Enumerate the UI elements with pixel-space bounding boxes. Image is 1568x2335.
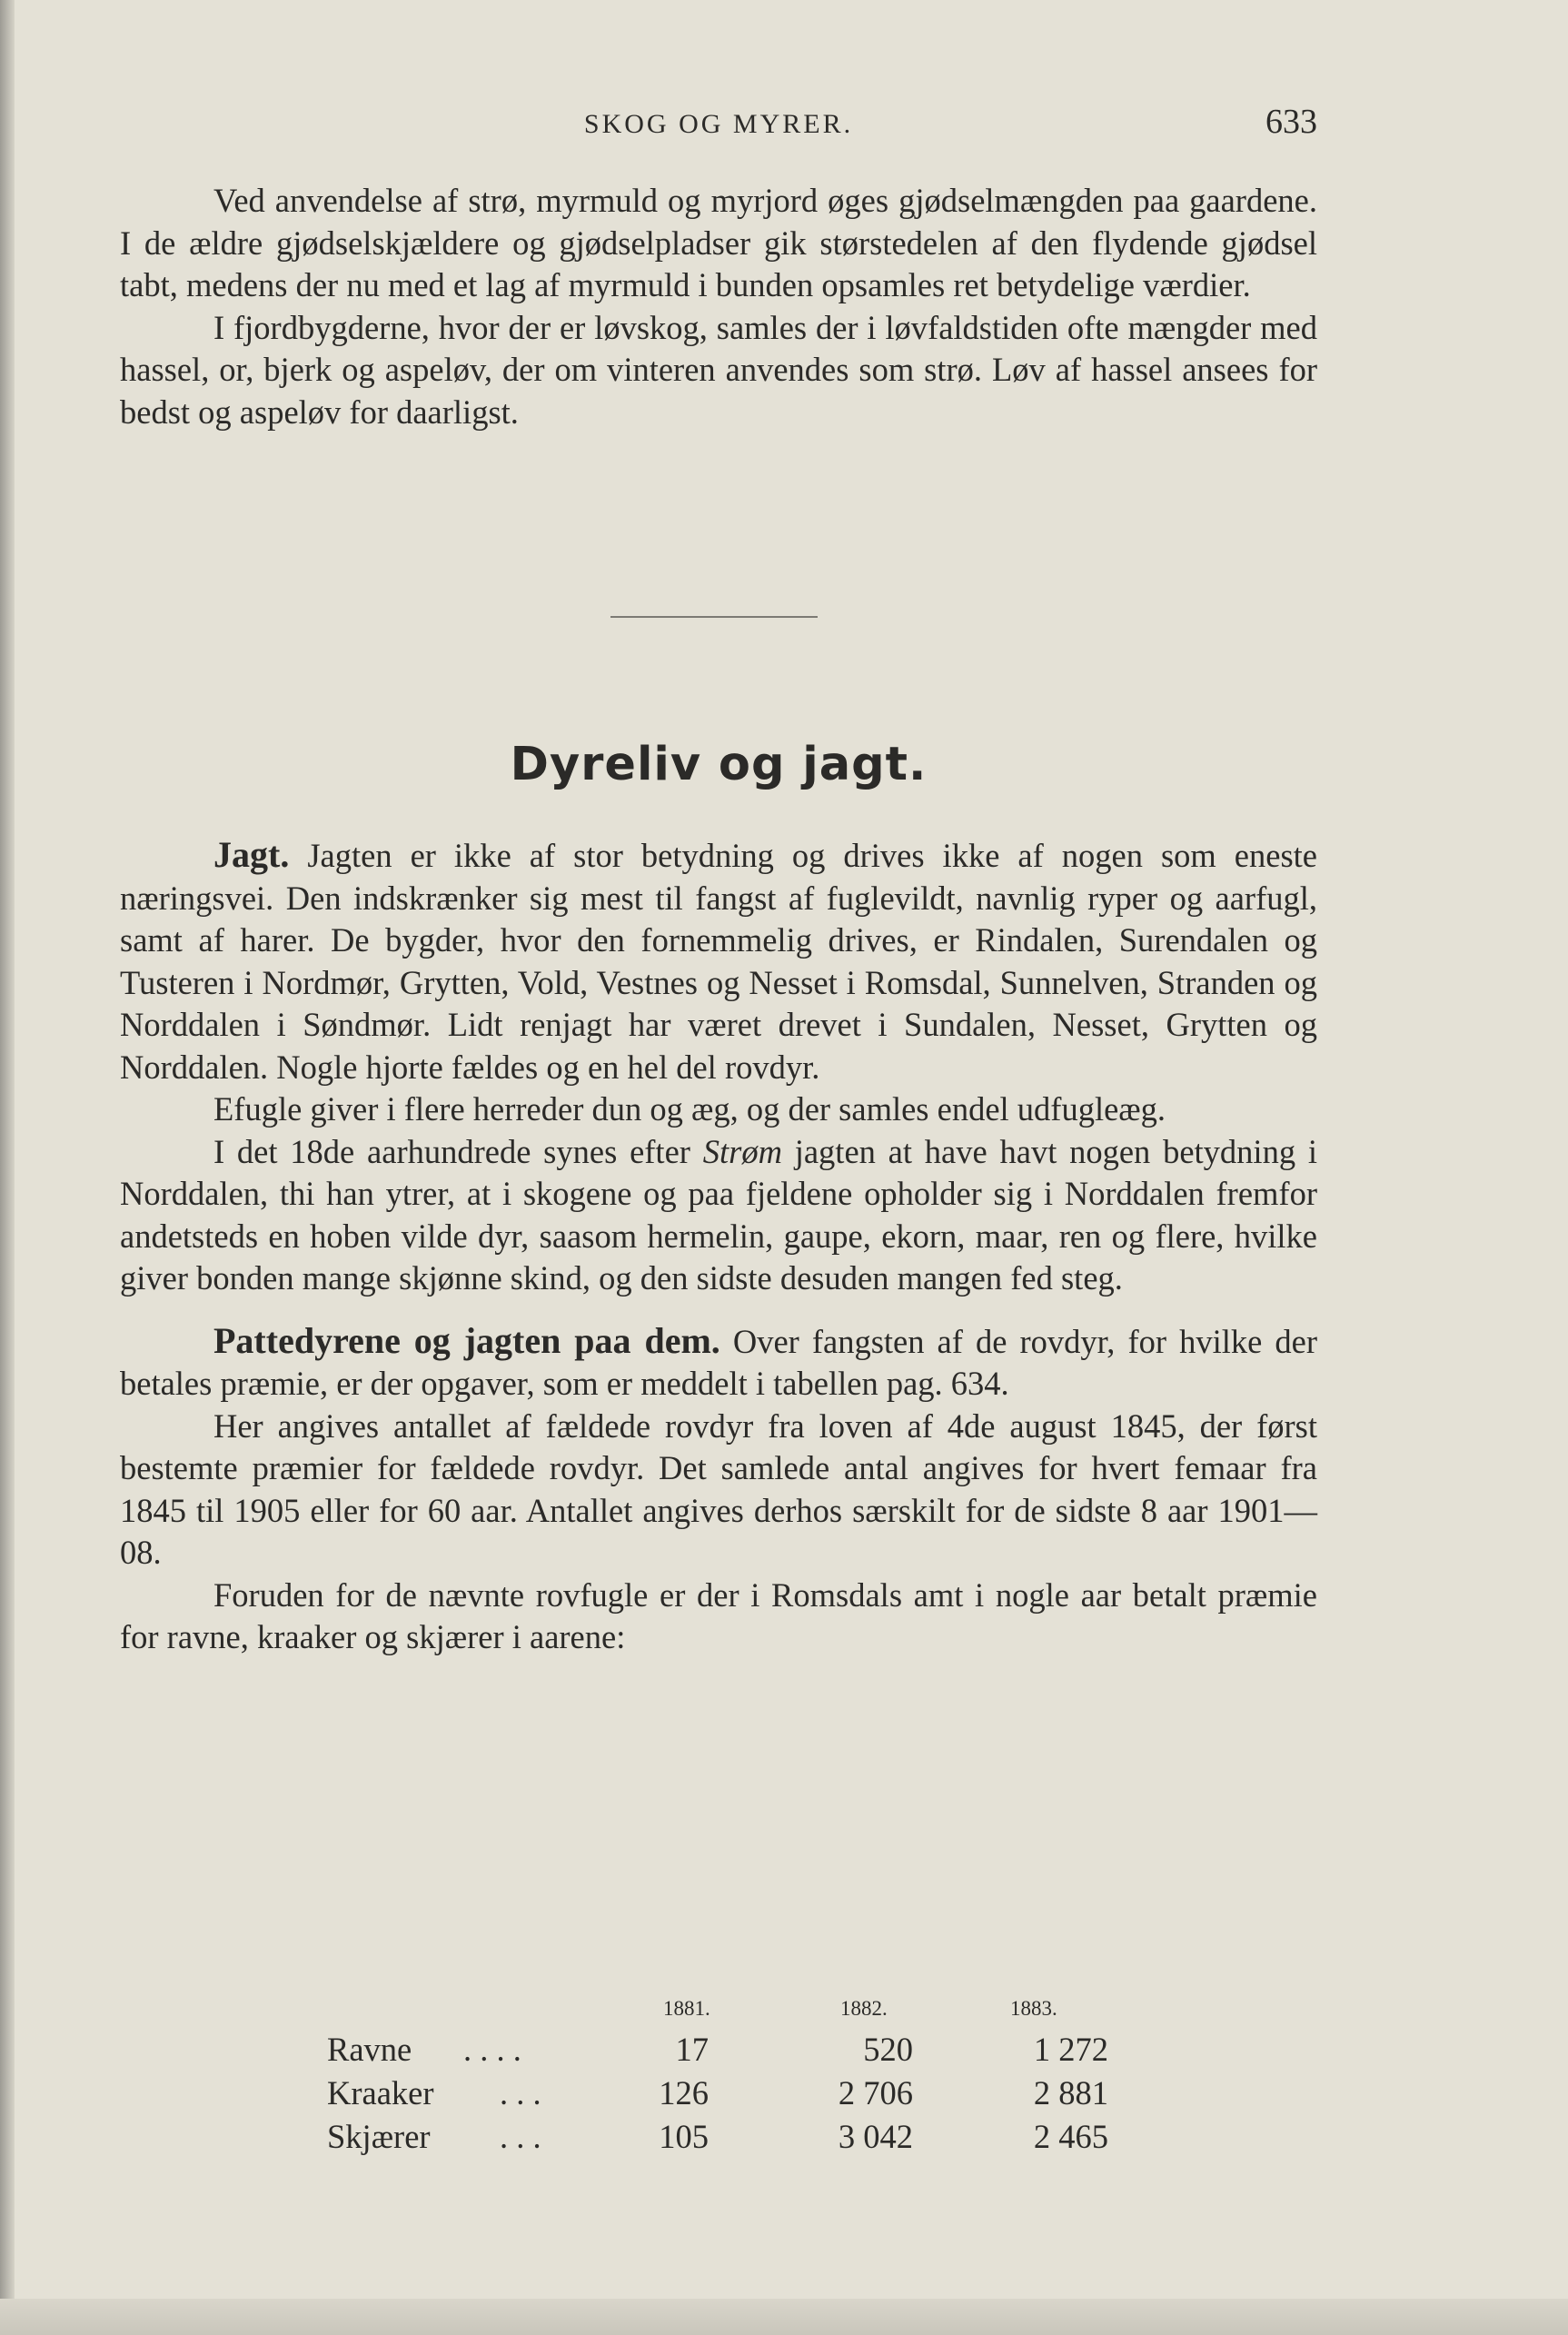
section-heading: Dyreliv og jagt. [510,738,928,791]
strom-text-before: I det 18de aarhundrede synes efter [213,1132,703,1170]
top-text-block [120,180,1317,433]
pattedyr-text: Over fangsten af de rovdyr, for hvilke der betales præmie, er der opgaver, som er meddelt i tabellen pag. 634. [120,1322,1317,1402]
page-bottom-edge [0,2299,1568,2335]
year-header: 1881. [663,1997,710,2020]
paragraph-foruden: Foruden for de nævnte rovfugle er der i Romsdals amt i nogle aar betalt præmie for ravne, kraaker og skjærer i aarene: [120,1575,1317,1655]
table-row [327,2030,1145,2073]
table-cell: 126 [659,2074,709,2111]
bird-premium-table [327,1997,1145,2161]
jagt-text: Jagten er ikke af stor betydning og drives ikke af nogen som eneste næringsvei. Den indskrænker sig mest til fangst af fuglevildt, navnlig ryper og aarfugl, samt af harer. De bygder, hvor den fornemmelig drives, er Rindalen, Surendalen og Tusteren i Nordmør, Grytten, Vold, Vestnes og Nesset i Romsdal, Sunnelven, Stranden og Norddalen i Søndmør. Lidt renjagt har været drevet i Sundalen, Nesset, Grytten og Norddalen. Nogle hjorte fældes og en hel del rovdyr. [120,837,1317,1086]
table-cell: 520 [863,2031,913,2068]
table-cell: 105 [659,2118,709,2155]
page-header [120,102,1317,147]
run-in-heading-jagt: Jagt. [213,834,290,875]
paragraph-her: Her angives antallet af fældede rovdyr fra loven af 4de august 1845, der først bestemte præmier for fældede rovdyr. Det samlede antal angives for hvert femaar fra 1845 til 1905 eller for 60 aar. Antallet angives derhos særskilt for de sidste 8 aar 1901—08. [120,1406,1317,1571]
page-binding-edge [0,0,15,2335]
table-cell: 3 042 [838,2118,913,2155]
row-leader: . . . [500,2118,541,2155]
paragraph-jagt [120,834,1317,1088]
run-in-heading-pattedyr: Pattedyrene og jagten paa dem. [213,1319,720,1361]
table-cell: 2 465 [1033,2118,1108,2155]
table-row [327,2073,1145,2117]
paragraph-pattedyr [120,1320,1317,1406]
row-leader: . . . [500,2074,541,2111]
page-number: 633 [1265,103,1317,141]
row-leader: . . . . [463,2031,521,2068]
row-label: Ravne [327,2031,412,2068]
main-text-block [120,834,1317,1659]
paragraph-fjordbygderne: I fjordbygderne, hvor der er løvskog, samles der i løvfaldstiden ofte mængder med hassel, or, bjerk og aspeløv, der om vinteren anvendes som strø. Løv af hassel ansees for bedst og aspeløv for daarligst. [120,308,1317,431]
strom-text-after: jagten at have havt nogen betydning i Norddalen, thi han ytrer, at i skogene og paa fjeldene opholder sig i Norddalen fremfor andetsteds en hoben vilde dyr, saasom hermelin, gaupe, ekorn, maar, ren og flere, hvilke giver bonden mange skjønne skind, og den sidste desuden mangen fed steg. [120,1132,1317,1297]
table-cell: 2 706 [838,2074,913,2111]
table-cell: 2 881 [1033,2074,1108,2111]
year-header: 1882. [840,1997,888,2020]
paragraph-gjodsel: Ved anvendelse af strø, myrmuld og myrjord øges gjødselmængden paa gaardene. I de ældre gjødselskjældere og gjødselpladser gik størstedelen af den flydende gjødsel tabt, medens der nu med et lag af myrmuld i bunden opsamles ret betydelige værdier. [120,182,1317,303]
table-cell: 1 272 [1033,2031,1108,2068]
section-divider [610,616,818,618]
running-title: SKOG OG MYRER. [583,109,854,139]
table-header-row [327,1997,1145,2030]
row-label: Skjærer [327,2118,431,2155]
strom-italic: Strøm [702,1132,782,1170]
row-label: Kraaker [327,2074,434,2111]
table-row [327,2117,1145,2161]
table-cell: 17 [675,2031,709,2068]
paragraph-strom [120,1131,1317,1300]
year-header: 1883. [1010,1997,1057,2020]
paragraph-efugle: Efugle giver i flere herreder dun og æg, og der samles endel udfugleæg. [213,1090,1166,1128]
